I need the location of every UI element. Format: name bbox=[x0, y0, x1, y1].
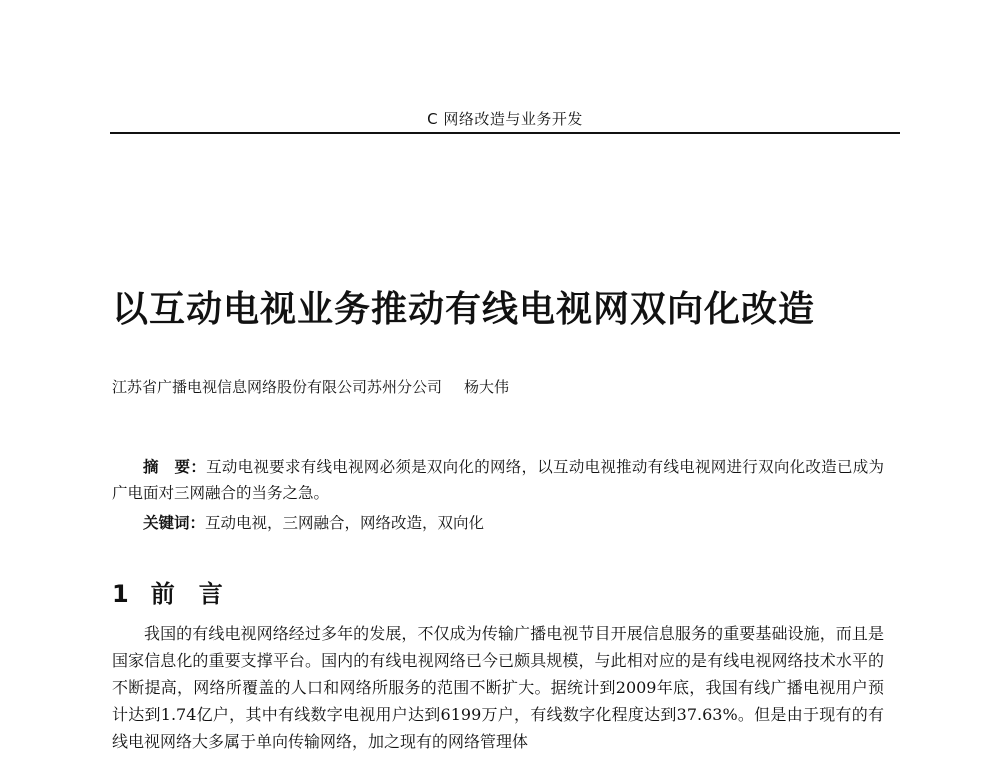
abstract bbox=[112, 454, 884, 506]
body-paragraph: 我国的有线电视网络经过多年的发展，不仅成为传输广播电视节目开展信息服务的重要基础设施，而且是国家信息化的重要支撑平台。国内的有线电视网络已今已颇具规模，与此相对应的是有线电视网络技术水平的不断提高，网络所覆盖的人口和网络所服务的范围不断扩大。据统计到2009年底，我国有线广播电视用户预计达到1.74亿户，其中有线数字电视用户达到6199万户，有线数字化程度达到37.63%。但是由于现有的有线电视网络大多属于单向传输网络，加之现有的网络管理体 bbox=[112, 624, 884, 751]
keywords-label: 关键词： bbox=[143, 514, 206, 532]
keywords-text: 互动电视，三网融合，网络改造，双向化 bbox=[205, 514, 485, 532]
keywords bbox=[112, 510, 884, 536]
section-title: 前 言 bbox=[150, 580, 223, 608]
author-name: 杨大伟 bbox=[464, 378, 510, 396]
section-heading bbox=[112, 574, 223, 609]
article-title: 以互动电视业务推动有线电视网双向化改造 bbox=[112, 289, 816, 330]
section-number: 1 bbox=[112, 580, 129, 608]
author-line bbox=[112, 376, 509, 397]
affiliation: 江苏省广播电视信息网络股份有限公司苏州分公司 bbox=[112, 378, 443, 396]
abstract-text: 互动电视要求有线电视网必须是双向化的网络，以互动电视推动有线电视网进行双向化改造已成为广电面对三网融合的当务之急。 bbox=[112, 458, 884, 502]
header-rule bbox=[110, 132, 900, 134]
abstract-label: 摘 要： bbox=[143, 458, 207, 476]
running-header: C 网络改造与业务开发 bbox=[427, 110, 583, 128]
